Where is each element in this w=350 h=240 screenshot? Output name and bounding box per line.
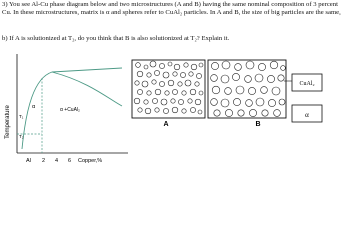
microstructure-b-label: B <box>255 121 261 128</box>
phase-diagram <box>5 54 128 164</box>
legend <box>284 74 322 122</box>
legend-particle-label: CuAl₂ <box>299 81 315 87</box>
x-tick-4: 4 <box>55 158 59 164</box>
microstructure-a-label: A <box>163 121 169 128</box>
region-label-alpha-cual2: α +CuAl₂ <box>60 107 80 113</box>
x-tick-6: 6 <box>68 158 72 164</box>
figure <box>0 48 350 168</box>
x-tick-al: Al <box>26 158 31 164</box>
y-axis-label: Temperature <box>5 105 11 139</box>
x-axis-label: Copper,% <box>78 158 103 164</box>
region-label-alpha: α <box>32 104 36 110</box>
temp-mark-t1: T₁ <box>19 114 24 119</box>
temp-mark-t2: T₂ <box>19 134 24 139</box>
microstructure-b <box>208 60 286 128</box>
microstructure-a <box>132 60 205 128</box>
question-part-b: b) If A is solutionized at T₂, do you think that B is also solutionized at T₂? Explain it. <box>2 35 230 42</box>
question-intro: 3) You see Al-Cu phase diagram below and two microstructures (A and B) having the same nominal composition of 3 percent Cu. In these microstructures, matrix is α and spheres refer to CuAl₂ particles. In A and B, the size of big particles are the same, <box>2 1 341 17</box>
x-tick-2: 2 <box>42 158 46 164</box>
legend-matrix-label: α <box>305 111 309 119</box>
